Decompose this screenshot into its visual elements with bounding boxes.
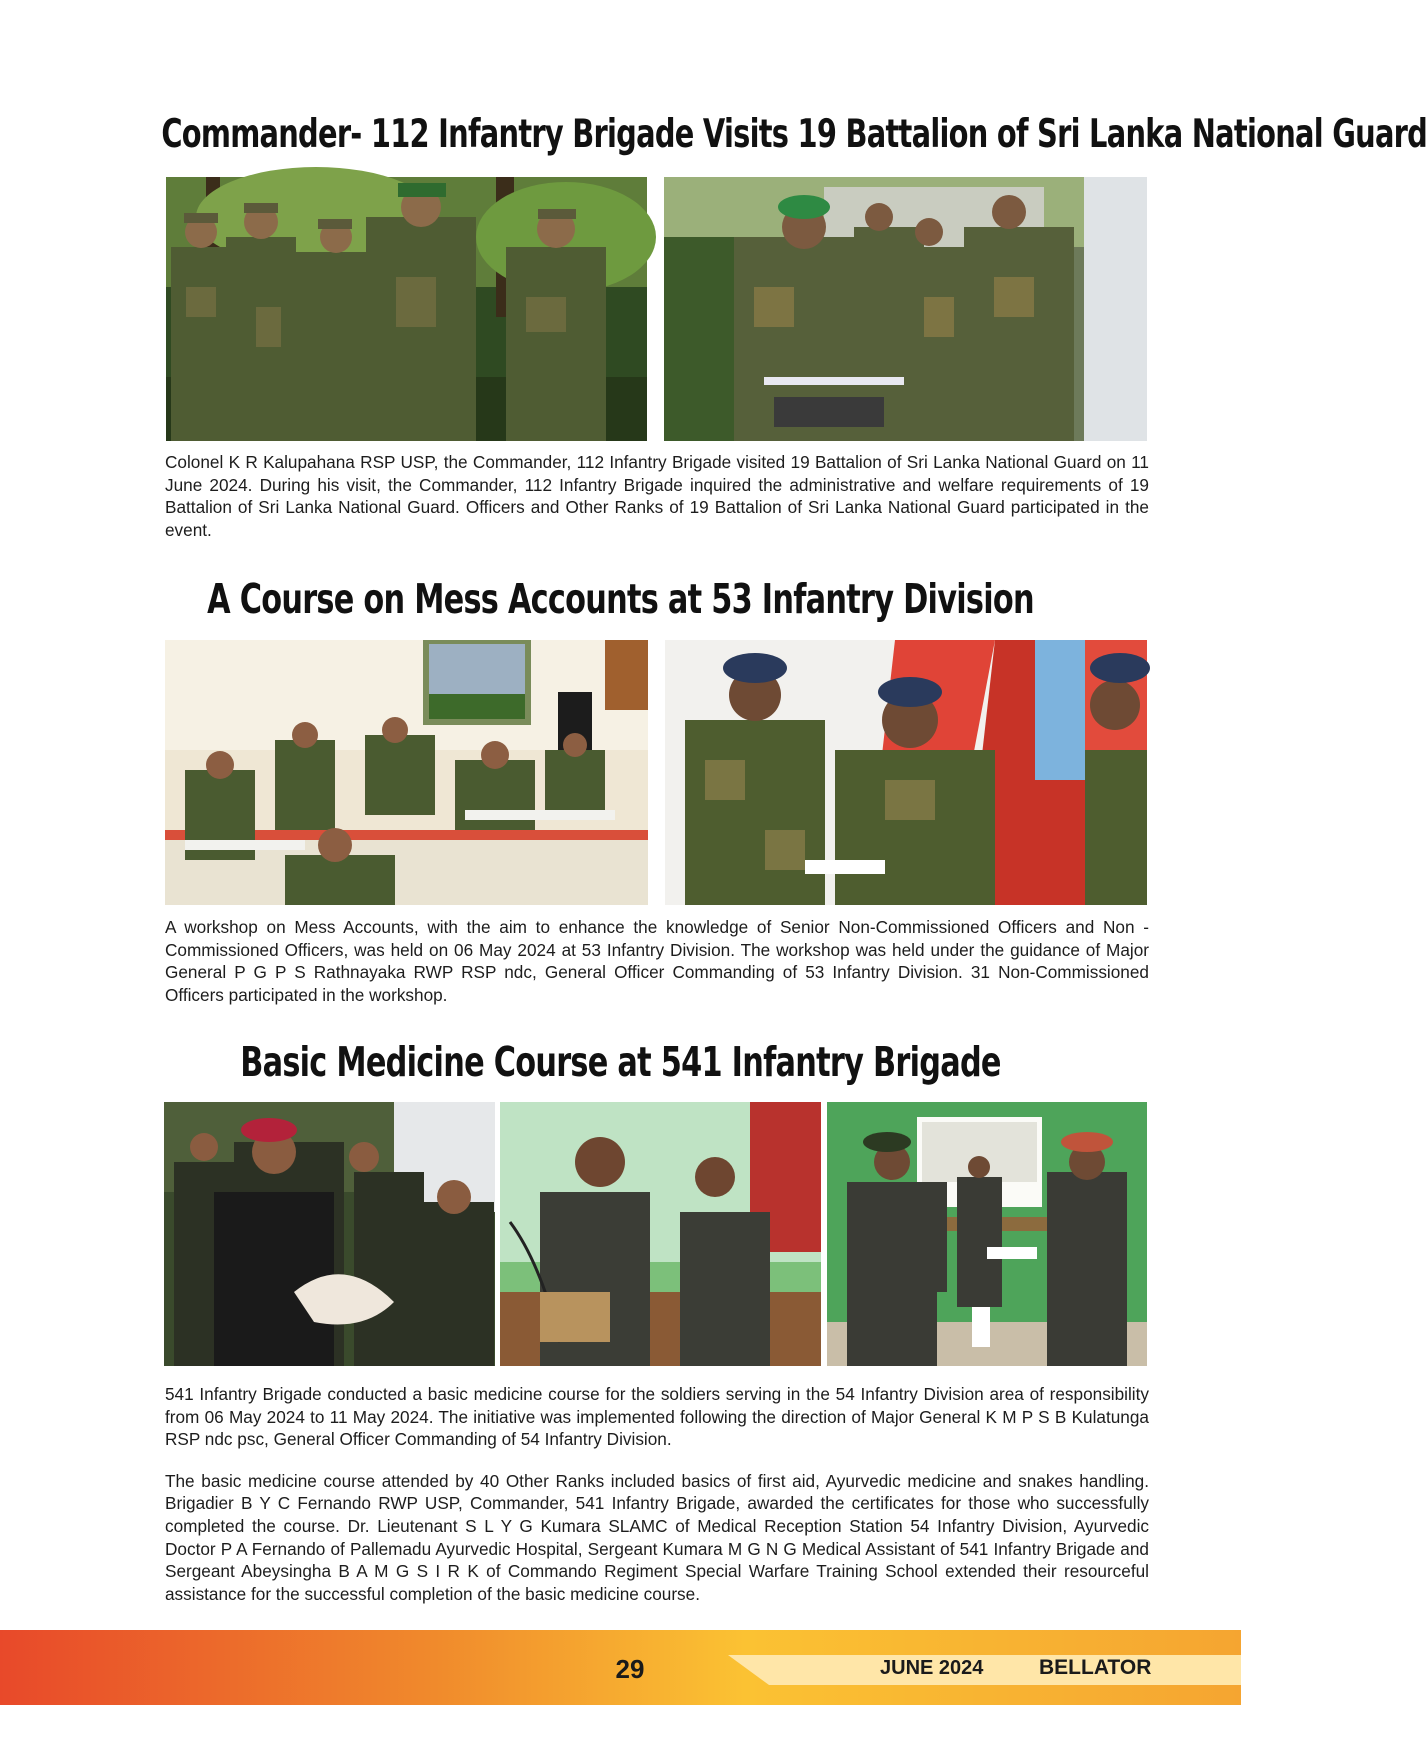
- article-1-photo-2: [664, 177, 1147, 441]
- page-number: 29: [615, 1654, 645, 1684]
- article-3-photo-1: [164, 1102, 495, 1366]
- article-1-caption: [165, 451, 1149, 541]
- article-2-caption: [165, 916, 1149, 1006]
- magazine-name: BELLATOR: [1039, 1656, 1152, 1679]
- article-3-caption-p1: 541 Infantry Brigade conducted a basic medicine course for the soldiers serving in the 54 Infantry Division area of responsibility from 06 May 2024 to 11 May 2024. The initiative was implemented following the direction of Major General K M P S B Kulatunga RSP ndc psc, General Officer Commanding of 54 Infantry Division.: [165, 1384, 1149, 1450]
- issue-date: JUNE 2024: [880, 1657, 984, 1679]
- footer-tab: [728, 1655, 1241, 1685]
- article-2-photo-1: [165, 640, 648, 905]
- article-2-title: A Course on Mess Accounts at 53 Infantry Division: [207, 575, 1034, 623]
- article-1-photo-1: [166, 177, 647, 441]
- article-1-title: Commander- 112 Infantry Brigade Visits 19 Battalion of Sri Lanka National Guard: [161, 112, 1427, 157]
- article-3-title: Basic Medicine Course at 541 Infantry Brigade: [240, 1038, 1001, 1086]
- article-3-caption: [165, 1383, 1149, 1605]
- article-1-caption-text: Colonel K R Kalupahana RSP USP, the Commander, 112 Infantry Brigade visited 19 Battalion of Sri Lanka National Guard on 11 June 2024. During his visit, the Commander, 112 Infantry Brigade inquired the administrative and welfare requirements of 19 Battalion of Sri Lanka National Guard. Officers and Other Ranks of 19 Battalion of Sri Lanka National Guard participated in the event.: [165, 452, 1149, 540]
- article-3-photo-3: [827, 1102, 1147, 1366]
- article-3-photo-2: [500, 1102, 821, 1366]
- article-2-caption-text: A workshop on Mess Accounts, with the aim to enhance the knowledge of Senior Non-Commissioned Officers and Non -Commissioned Officers, was held on 06 May 2024 at 53 Infantry Division. The workshop was held under the guidance of Major General P G P S Rathnayaka RWP RSP ndc, General Officer Commanding of 53 Infantry Division. 31 Non-Commissioned Officers participated in the workshop.: [165, 917, 1149, 1005]
- article-3-caption-p2: The basic medicine course attended by 40 Other Ranks included basics of first aid, Ayurvedic medicine and snakes handling. Brigadier B Y C Fernando RWP USP, Commander, 541 Infantry Brigade, awarded the certificates for those who successfully completed the course. Dr. Lieutenant S L Y G Kumara SLAMC of Medical Reception Station 54 Infantry Division, Ayurvedic Doctor P A Fernando of Pallemadu Ayurvedic Hospital, Sergeant Kumara M G N G Medical Assistant of 541 Infantry Brigade and Sergeant Abeysingha B A M G S I R K of Commando Regiment Special Warfare Training School extended their resourceful assistance for the successful completion of the basic medicine course.: [165, 1470, 1149, 1604]
- article-2-photo-2: [665, 640, 1147, 905]
